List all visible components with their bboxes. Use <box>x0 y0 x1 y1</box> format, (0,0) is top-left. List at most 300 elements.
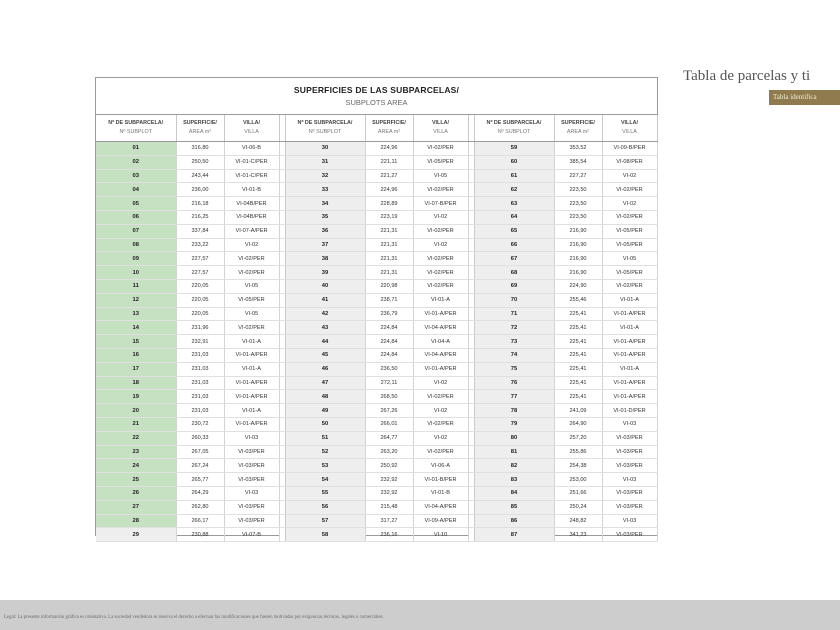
right-villa-cell: VI-03/PER <box>602 500 657 514</box>
right-subplot-number-cell: 73 <box>474 335 554 349</box>
middle-villa-cell: VI-02/PER <box>413 142 468 156</box>
header-sublabel: Nº SUBPLOT <box>119 129 153 135</box>
middle-villa-cell: VI-05/PER <box>413 155 468 169</box>
header-label: VILLA/ <box>431 120 450 126</box>
left-area-cell: 267,05 <box>176 445 224 459</box>
right-villa-cell: VI-01-A/PER <box>602 335 657 349</box>
right-villa-cell: VI-01-D/PER <box>602 404 657 418</box>
left-area-cell: 231,03 <box>176 362 224 376</box>
middle-subplot-number-cell: 44 <box>285 335 365 349</box>
left-villa-cell: VI-01-A <box>224 335 279 349</box>
right-area-cell: 223,50 <box>554 197 602 211</box>
left-subplot-number-cell: 27 <box>96 500 176 514</box>
right-villa-cell: VI-03 <box>602 473 657 487</box>
left-subplot-number-cell: 24 <box>96 459 176 473</box>
left-villa-cell: VI-02/PER <box>224 266 279 280</box>
middle-subplot-number-cell: 30 <box>285 142 365 156</box>
left-area-cell: 231,03 <box>176 390 224 404</box>
middle-subplot-number-cell: 33 <box>285 183 365 197</box>
header-label: SUPERFICIE/ <box>561 120 595 126</box>
header-label: Nº DE SUBPARCELA/ <box>108 120 164 126</box>
right-subplot-number-cell: 75 <box>474 362 554 376</box>
left-subplot-number-cell: 22 <box>96 431 176 445</box>
left-villa-cell: VI-01-A <box>224 362 279 376</box>
right-area-header <box>554 115 602 142</box>
right-villa-cell: VI-03 <box>602 417 657 431</box>
left-area-cell: 220,05 <box>176 307 224 321</box>
left-area-cell: 267,24 <box>176 459 224 473</box>
middle-villa-cell: VI-04-A/PER <box>413 321 468 335</box>
left-villa-cell: VI-01-A <box>224 404 279 418</box>
left-subplot-number-cell: 09 <box>96 252 176 266</box>
left-villa-cell: VI-01-A/PER <box>224 417 279 431</box>
middle-subplot-number-cell: 45 <box>285 348 365 362</box>
left-subplot-number-cell: 26 <box>96 486 176 500</box>
right-area-cell: 255,86 <box>554 445 602 459</box>
left-subplot-number-cell: 23 <box>96 445 176 459</box>
left-subplot-number-cell: 19 <box>96 390 176 404</box>
left-subplot-number-cell: 15 <box>96 335 176 349</box>
right-villa-cell: VI-01-A/PER <box>602 307 657 321</box>
right-area-cell: 254,38 <box>554 459 602 473</box>
left-area-cell: 220,05 <box>176 293 224 307</box>
right-area-cell: 264,90 <box>554 417 602 431</box>
right-area-cell: 225,41 <box>554 390 602 404</box>
middle-area-cell: 267,26 <box>365 404 413 418</box>
right-subplot-number-cell: 80 <box>474 431 554 445</box>
middle-area-cell: 221,31 <box>365 238 413 252</box>
right-villa-header <box>602 115 657 142</box>
left-area-cell: 231,96 <box>176 321 224 335</box>
middle-subplot-number-cell: 56 <box>285 500 365 514</box>
middle-area-cell: 236,50 <box>365 362 413 376</box>
middle-villa-cell: VI-02/PER <box>413 266 468 280</box>
left-villa-cell: VI-07-B <box>224 528 279 542</box>
left-subplot-number-header <box>96 115 176 142</box>
middle-villa-cell: VI-06-A <box>413 459 468 473</box>
left-villa-cell: VI-01-A/PER <box>224 348 279 362</box>
middle-area-cell: 236,79 <box>365 307 413 321</box>
left-area-header <box>176 115 224 142</box>
middle-villa-cell: VI-02/PER <box>413 183 468 197</box>
left-villa-cell: VI-04B/PER <box>224 197 279 211</box>
right-subplot-number-cell: 62 <box>474 183 554 197</box>
right-villa-cell: VI-03 <box>602 514 657 528</box>
right-villa-cell: VI-03/PER <box>602 486 657 500</box>
middle-villa-cell: VI-01-A <box>413 293 468 307</box>
middle-villa-cell: VI-09-A/PER <box>413 514 468 528</box>
middle-area-cell: 221,11 <box>365 155 413 169</box>
table-row <box>96 486 657 500</box>
left-villa-cell: VI-03 <box>224 431 279 445</box>
table-row <box>96 210 657 224</box>
right-subplot-number-header <box>474 115 554 142</box>
middle-subplot-number-cell: 58 <box>285 528 365 542</box>
table-row <box>96 362 657 376</box>
middle-villa-cell: VI-04-A <box>413 335 468 349</box>
right-subplot-number-cell: 74 <box>474 348 554 362</box>
middle-villa-cell: VI-02 <box>413 431 468 445</box>
right-area-cell: 251,66 <box>554 486 602 500</box>
left-area-cell: 231,03 <box>176 376 224 390</box>
left-area-cell: 231,03 <box>176 348 224 362</box>
right-subplot-number-cell: 59 <box>474 142 554 156</box>
middle-subplot-number-cell: 38 <box>285 252 365 266</box>
left-subplot-number-cell: 16 <box>96 348 176 362</box>
left-villa-header <box>224 115 279 142</box>
left-area-cell: 262,80 <box>176 500 224 514</box>
middle-subplot-number-cell: 37 <box>285 238 365 252</box>
left-area-cell: 233,22 <box>176 238 224 252</box>
middle-villa-cell: VI-01-A/PER <box>413 362 468 376</box>
table-row <box>96 197 657 211</box>
left-subplot-number-cell: 05 <box>96 197 176 211</box>
middle-subplot-number-cell: 46 <box>285 362 365 376</box>
right-villa-cell: VI-09-B/PER <box>602 142 657 156</box>
right-area-cell: 216,90 <box>554 238 602 252</box>
middle-subplot-number-cell: 54 <box>285 473 365 487</box>
header-label: SUPERFICIE/ <box>183 120 217 126</box>
left-subplot-number-cell: 06 <box>96 210 176 224</box>
middle-villa-cell: VI-02 <box>413 404 468 418</box>
middle-area-cell: 263,20 <box>365 445 413 459</box>
middle-villa-cell: VI-02/PER <box>413 417 468 431</box>
middle-villa-cell: VI-02/PER <box>413 224 468 238</box>
right-area-cell: 225,41 <box>554 376 602 390</box>
middle-area-cell: 221,31 <box>365 266 413 280</box>
right-area-cell: 216,90 <box>554 266 602 280</box>
table-row <box>96 279 657 293</box>
middle-area-header <box>365 115 413 142</box>
header-sublabel: VILLA <box>622 129 637 135</box>
middle-villa-cell: VI-01-B <box>413 486 468 500</box>
left-subplot-number-cell: 10 <box>96 266 176 280</box>
middle-area-cell: 272,11 <box>365 376 413 390</box>
left-subplot-number-cell: 17 <box>96 362 176 376</box>
table-row <box>96 307 657 321</box>
middle-area-cell: 215,48 <box>365 500 413 514</box>
left-area-cell: 216,25 <box>176 210 224 224</box>
header-label: VILLA/ <box>242 120 261 126</box>
right-subplot-number-cell: 77 <box>474 390 554 404</box>
table-row <box>96 390 657 404</box>
right-subplot-number-cell: 70 <box>474 293 554 307</box>
right-villa-cell: VI-03/PER <box>602 431 657 445</box>
left-subplot-number-cell: 03 <box>96 169 176 183</box>
right-subplot-number-cell: 81 <box>474 445 554 459</box>
middle-area-cell: 224,84 <box>365 335 413 349</box>
header-sublabel: AREA m² <box>566 129 590 135</box>
right-area-cell: 248,82 <box>554 514 602 528</box>
right-area-cell: 225,41 <box>554 335 602 349</box>
table-row <box>96 348 657 362</box>
right-area-cell: 225,41 <box>554 362 602 376</box>
right-subplot-number-cell: 83 <box>474 473 554 487</box>
middle-area-cell: 221,31 <box>365 252 413 266</box>
middle-subplot-number-cell: 48 <box>285 390 365 404</box>
middle-subplot-number-cell: 52 <box>285 445 365 459</box>
left-villa-cell: VI-03/PER <box>224 473 279 487</box>
left-area-cell: 260,33 <box>176 431 224 445</box>
middle-villa-cell: VI-02 <box>413 210 468 224</box>
right-villa-cell: VI-01-A <box>602 362 657 376</box>
table-row <box>96 155 657 169</box>
left-villa-cell: VI-03/PER <box>224 500 279 514</box>
table-row <box>96 445 657 459</box>
table-row <box>96 514 657 528</box>
middle-subplot-number-cell: 32 <box>285 169 365 183</box>
left-area-cell: 230,72 <box>176 417 224 431</box>
right-area-cell: 225,41 <box>554 321 602 335</box>
right-villa-cell: VI-08/PER <box>602 155 657 169</box>
right-subplot-number-cell: 79 <box>474 417 554 431</box>
table-row <box>96 169 657 183</box>
header-label: VILLA/ <box>620 120 639 126</box>
table-row <box>96 183 657 197</box>
left-villa-cell: VI-05 <box>224 279 279 293</box>
right-subplot-number-cell: 86 <box>474 514 554 528</box>
right-subplot-number-cell: 65 <box>474 224 554 238</box>
left-villa-cell: VI-02/PER <box>224 252 279 266</box>
table-row <box>96 238 657 252</box>
left-villa-cell: VI-04B/PER <box>224 210 279 224</box>
right-villa-cell: VI-02/PER <box>602 279 657 293</box>
left-subplot-number-cell: 18 <box>96 376 176 390</box>
right-villa-cell: VI-03/PER <box>602 459 657 473</box>
left-villa-cell: VI-05 <box>224 307 279 321</box>
header-sublabel: AREA m² <box>188 129 212 135</box>
left-subplot-number-cell: 08 <box>96 238 176 252</box>
footer-bar <box>0 600 840 630</box>
middle-area-cell: 264,77 <box>365 431 413 445</box>
right-area-cell: 225,41 <box>554 348 602 362</box>
header-sublabel: VILLA <box>244 129 259 135</box>
middle-subplot-number-cell: 36 <box>285 224 365 238</box>
right-villa-cell: VI-01-A/PER <box>602 390 657 404</box>
middle-subplot-number-cell: 43 <box>285 321 365 335</box>
left-villa-cell: VI-02/PER <box>224 321 279 335</box>
left-villa-cell: VI-03/PER <box>224 445 279 459</box>
right-area-cell: 253,00 <box>554 473 602 487</box>
right-area-cell: 224,90 <box>554 279 602 293</box>
table-row <box>96 252 657 266</box>
table-row <box>96 459 657 473</box>
middle-subplot-number-cell: 35 <box>285 210 365 224</box>
header-label: Nº DE SUBPARCELA/ <box>297 120 353 126</box>
legal-disclaimer: Legal: La presente información gráfica es orientativa. La sociedad vendedora se reserva el derecho a efectuar las modificaciones que fuesen motivadas por exigencias técnicas, legales o comerciales. <box>4 615 384 620</box>
left-area-cell: 220,05 <box>176 279 224 293</box>
right-subplot-number-cell: 63 <box>474 197 554 211</box>
left-area-cell: 230,88 <box>176 528 224 542</box>
middle-subplot-number-cell: 42 <box>285 307 365 321</box>
right-villa-cell: VI-05/PER <box>602 266 657 280</box>
middle-area-cell: 238,71 <box>365 293 413 307</box>
right-subplot-number-cell: 85 <box>474 500 554 514</box>
left-area-cell: 316,80 <box>176 142 224 156</box>
middle-area-cell: 232,92 <box>365 486 413 500</box>
left-area-cell: 337,84 <box>176 224 224 238</box>
right-villa-cell: VI-05 <box>602 252 657 266</box>
middle-area-cell: 221,27 <box>365 169 413 183</box>
header-sublabel: VILLA <box>433 129 448 135</box>
middle-area-cell: 223,19 <box>365 210 413 224</box>
middle-villa-cell: VI-01-A/PER <box>413 307 468 321</box>
middle-subplot-number-cell: 34 <box>285 197 365 211</box>
right-subplot-number-cell: 66 <box>474 238 554 252</box>
left-subplot-number-cell: 21 <box>96 417 176 431</box>
middle-subplot-number-cell: 41 <box>285 293 365 307</box>
right-villa-cell: VI-01-A <box>602 293 657 307</box>
left-subplot-number-cell: 13 <box>96 307 176 321</box>
left-area-cell: 250,50 <box>176 155 224 169</box>
middle-subplot-number-cell: 31 <box>285 155 365 169</box>
right-subplot-number-cell: 78 <box>474 404 554 418</box>
left-villa-cell: VI-01-C/PER <box>224 169 279 183</box>
left-villa-cell: VI-03 <box>224 486 279 500</box>
right-villa-cell: VI-02/PER <box>602 210 657 224</box>
right-area-cell: 216,90 <box>554 224 602 238</box>
right-villa-cell: VI-01-A/PER <box>602 348 657 362</box>
middle-area-cell: 228,89 <box>365 197 413 211</box>
middle-villa-cell: VI-02/PER <box>413 279 468 293</box>
right-subplot-number-cell: 64 <box>474 210 554 224</box>
table-row <box>96 335 657 349</box>
right-villa-cell: VI-02 <box>602 169 657 183</box>
table-header-row <box>96 115 657 142</box>
middle-area-cell: 232,92 <box>365 473 413 487</box>
left-area-cell: 264,29 <box>176 486 224 500</box>
right-subplot-number-cell: 61 <box>474 169 554 183</box>
left-area-cell: 265,77 <box>176 473 224 487</box>
right-villa-cell: VI-05/PER <box>602 238 657 252</box>
right-area-cell: 257,20 <box>554 431 602 445</box>
left-subplot-number-cell: 12 <box>96 293 176 307</box>
header-sublabel: Nº SUBPLOT <box>497 129 531 135</box>
left-subplot-number-cell: 20 <box>96 404 176 418</box>
left-area-cell: 266,17 <box>176 514 224 528</box>
right-area-cell: 225,41 <box>554 307 602 321</box>
table-row <box>96 224 657 238</box>
left-villa-cell: VI-02 <box>224 238 279 252</box>
middle-area-cell: 220,98 <box>365 279 413 293</box>
right-subplot-number-cell: 82 <box>474 459 554 473</box>
left-villa-cell: VI-06-B <box>224 142 279 156</box>
middle-villa-cell: VI-02 <box>413 238 468 252</box>
right-subplot-number-cell: 67 <box>474 252 554 266</box>
right-subplot-number-cell: 76 <box>474 376 554 390</box>
middle-subplot-number-cell: 55 <box>285 486 365 500</box>
middle-subplot-number-cell: 40 <box>285 279 365 293</box>
left-subplot-number-cell: 04 <box>96 183 176 197</box>
middle-subplot-number-cell: 50 <box>285 417 365 431</box>
left-villa-cell: VI-07-A/PER <box>224 224 279 238</box>
left-subplot-number-cell: 14 <box>96 321 176 335</box>
table-row <box>96 321 657 335</box>
middle-villa-cell: VI-02/PER <box>413 252 468 266</box>
middle-area-cell: 250,92 <box>365 459 413 473</box>
right-area-cell: 255,46 <box>554 293 602 307</box>
middle-area-cell: 236,16 <box>365 528 413 542</box>
right-subplot-number-cell: 68 <box>474 266 554 280</box>
right-villa-cell: VI-03/PER <box>602 445 657 459</box>
middle-area-cell: 224,84 <box>365 321 413 335</box>
table-row <box>96 417 657 431</box>
middle-villa-cell: VI-02/PER <box>413 390 468 404</box>
right-subplot-number-cell: 60 <box>474 155 554 169</box>
right-subplot-number-cell: 71 <box>474 307 554 321</box>
table-row <box>96 473 657 487</box>
left-area-cell: 232,91 <box>176 335 224 349</box>
sheet-header <box>96 78 657 115</box>
right-villa-cell: VI-01-A <box>602 321 657 335</box>
table-row <box>96 142 657 156</box>
middle-villa-cell: VI-02/PER <box>413 445 468 459</box>
right-area-cell: 216,90 <box>554 252 602 266</box>
left-villa-cell: VI-01-A/PER <box>224 390 279 404</box>
left-subplot-number-cell: 07 <box>96 224 176 238</box>
middle-villa-cell: VI-01-B/PER <box>413 473 468 487</box>
right-area-cell: 341,23 <box>554 528 602 542</box>
middle-area-cell: 266,01 <box>365 417 413 431</box>
right-area-cell: 227,27 <box>554 169 602 183</box>
middle-area-cell: 224,96 <box>365 142 413 156</box>
middle-area-cell: 268,50 <box>365 390 413 404</box>
table-row <box>96 500 657 514</box>
middle-subplot-number-cell: 49 <box>285 404 365 418</box>
left-area-cell: 236,00 <box>176 183 224 197</box>
table-row <box>96 431 657 445</box>
right-villa-cell: VI-02 <box>602 197 657 211</box>
middle-area-cell: 317,27 <box>365 514 413 528</box>
right-area-cell: 241,09 <box>554 404 602 418</box>
left-villa-cell: VI-03/PER <box>224 514 279 528</box>
table-body <box>96 142 657 542</box>
left-subplot-number-cell: 02 <box>96 155 176 169</box>
middle-subplot-number-header <box>285 115 365 142</box>
right-area-cell: 223,50 <box>554 210 602 224</box>
left-subplot-number-cell: 28 <box>96 514 176 528</box>
left-subplot-number-cell: 11 <box>96 279 176 293</box>
left-area-cell: 216,18 <box>176 197 224 211</box>
table-row <box>96 528 657 542</box>
middle-villa-cell: VI-05 <box>413 169 468 183</box>
side-panel-tag: Tabla identifica <box>769 90 840 105</box>
header-label: Nº DE SUBPARCELA/ <box>486 120 542 126</box>
middle-subplot-number-cell: 53 <box>285 459 365 473</box>
left-villa-cell: VI-01-B <box>224 183 279 197</box>
middle-subplot-number-cell: 47 <box>285 376 365 390</box>
left-subplot-number-cell: 25 <box>96 473 176 487</box>
middle-villa-header <box>413 115 468 142</box>
right-villa-cell: VI-02/PER <box>602 183 657 197</box>
side-panel-title: Tabla de parcelas y ti <box>683 68 811 84</box>
left-villa-cell: VI-03/PER <box>224 459 279 473</box>
left-area-cell: 227,57 <box>176 252 224 266</box>
middle-area-cell: 224,96 <box>365 183 413 197</box>
middle-area-cell: 224,84 <box>365 348 413 362</box>
right-subplot-number-cell: 87 <box>474 528 554 542</box>
middle-villa-cell: VI-02 <box>413 376 468 390</box>
left-area-cell: 231,03 <box>176 404 224 418</box>
left-villa-cell: VI-01-A/PER <box>224 376 279 390</box>
right-area-cell: 353,52 <box>554 142 602 156</box>
header-sublabel: Nº SUBPLOT <box>308 129 342 135</box>
subplots-area-sheet <box>95 77 658 536</box>
middle-villa-cell: VI-07-B/PER <box>413 197 468 211</box>
right-subplot-number-cell: 69 <box>474 279 554 293</box>
table-row <box>96 404 657 418</box>
left-subplot-number-cell: 29 <box>96 528 176 542</box>
